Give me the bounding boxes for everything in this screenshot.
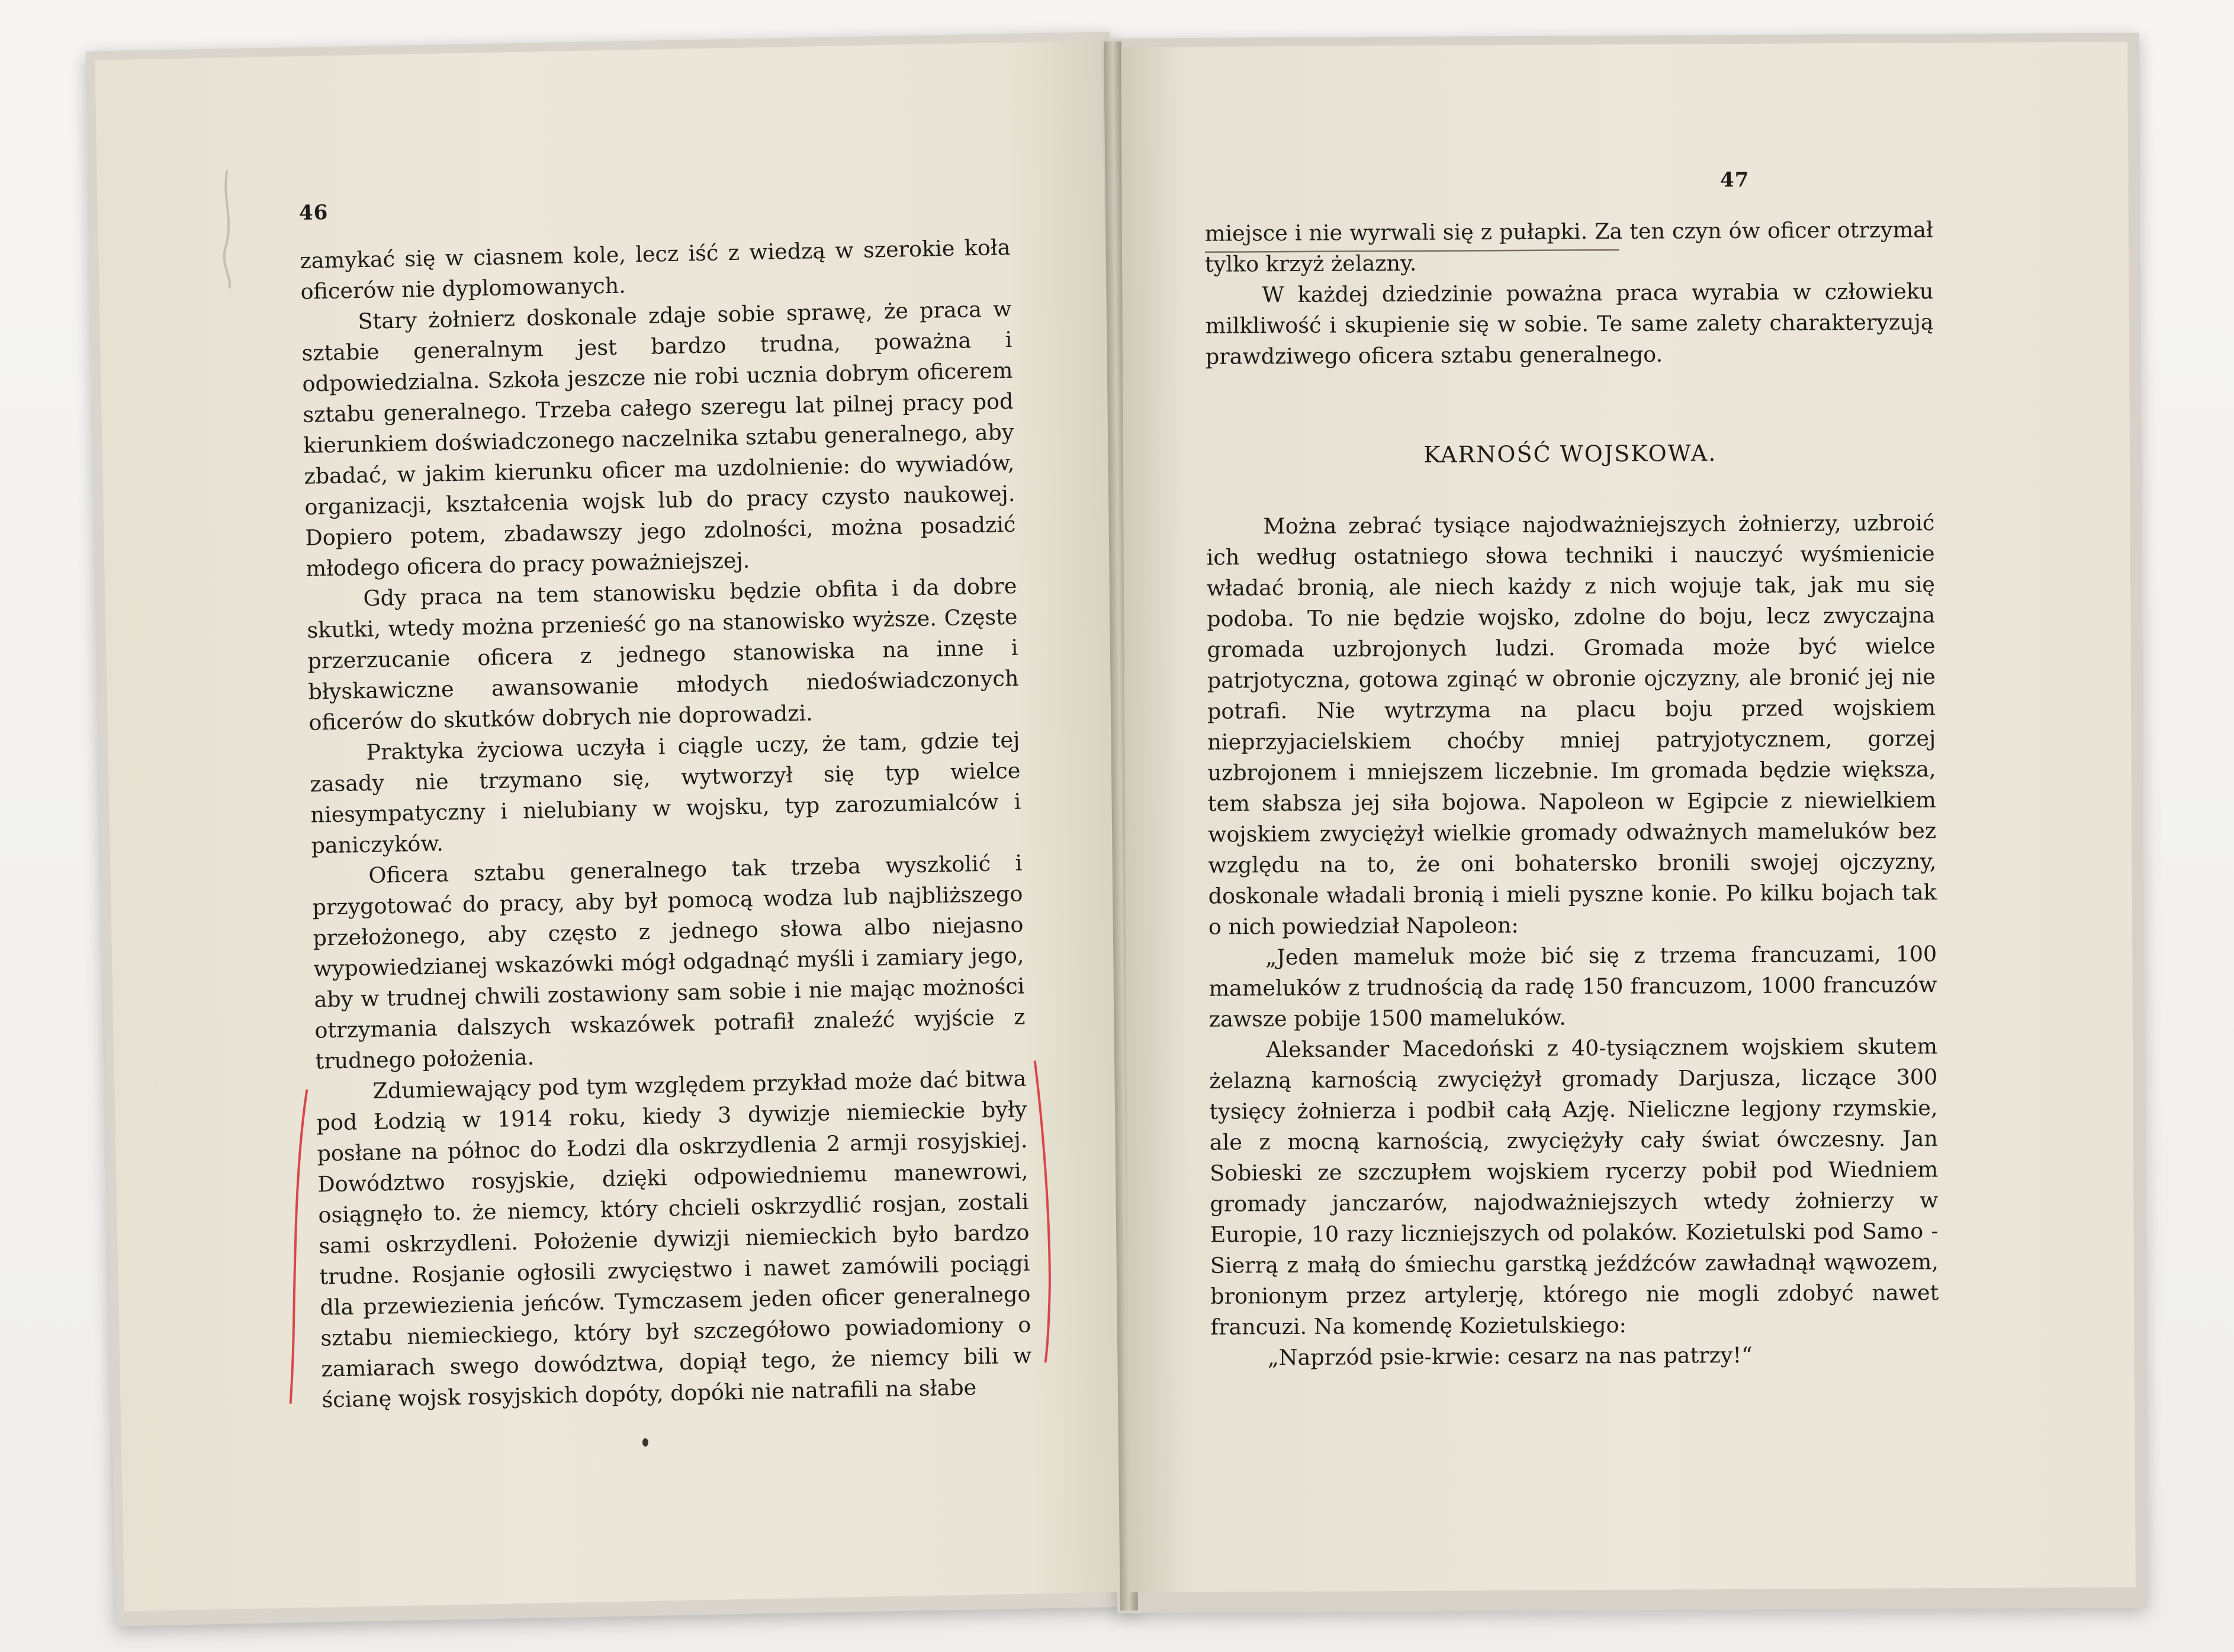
left-page-text [300, 232, 1033, 1416]
paragraph: zamykać się w ciasnem kole, lecz iść z wiedzą w szerokie koła oficerów nie dyplomowanych. [300, 234, 1011, 304]
page-number-left: 46 [298, 201, 329, 225]
quote-paragraph: „Naprzód psie-krwie: cesarz na nas patrzy!“ [1267, 1342, 1753, 1371]
paragraph: Oficera sztabu generalnego tak trzeba wyszkolić i przygotować do pracy, aby był pomocą wodza lub najbliższego przełożonego, aby często z jednego słowa albo niejasno wypowiedzianej wskazówki mógł odgadnąć myśli i zamiary jego, aby w trudnej chwili zostawiony sam sobie i nie mając możności otrzymania dalszych wskazówek potrafił znaleźć wyjście z trudnego położenia. [312, 850, 1026, 1074]
right-page [1121, 42, 2136, 1593]
paragraph: W każdej dziedzinie poważna praca wyrabia w człowieku milkliwość i skupienie się w sobie. Te same zalety charakteryzują prawdziwego oficera sztabu generalnego. [1205, 278, 1934, 369]
right-page-text [1205, 214, 1939, 1373]
paragraph: Można zebrać tysiące najodważniejszych żołnierzy, uzbroić ich według ostatniego słowa techniki i nauczyć wyśmienicie władać bronią, ale niech każdy z nich wojuje tak, jak mu się podoba. To nie będzie wojsko, zdolne do boju, lecz zwyczajna gromada uzbrojonych ludzi. Gromada może być wielce patrjotyczna, gotowa zginąć w obronie ojczyzny, ale bronić jej nie potrafi. Nie wytrzyma na placu boju przed wojskiem nieprzyjacielskiem choćby mniej patryjotycznem, gorzej uzbrojonem i mniejszem liczebnie. Im gromada będzie większa, tem słabsza jej siła bojowa. Napoleon w Egipcie z niewielkiem wojskiem zwyciężył wielkie gromady odważnych mameluków bez względu na to, że oni bohatersko bronili swojej ojczyzny, doskonale władali bronią i mieli pyszne konie. Po kilku bojach tak o nich powiedział Napoleon: [1206, 510, 1937, 940]
red-bracket-right-mark [1029, 1058, 1065, 1366]
ink-dot [642, 1438, 648, 1447]
paragraph: Stary żołnierz doskonale zdaje sobie sprawę, że praca w sztabie generalnym jest bardzo trudna, poważna i odpowiedzialna. Szkoła jeszcze nie robi ucznia dobrym oficerem sztabu generalnego. Trzeba całego szeregu lat pilnej pracy pod kierunkiem doświadczonego naczelnika sztabu generalnego, aby zbadać, w jakim kierunku oficer ma uzdolnienie: do wywiadów, organizacji, kształcenia wojsk lub do pracy czysto naukowej. Dopiero potem, zbadawszy jego zdolności, można posadzić młodego oficera do pracy poważniejszej. [301, 295, 1016, 581]
quote-paragraph: „Jeden mameluk może bić się z trzema francuzami, 100 mameluków z trudnością da radę 150 francuzom, 1000 francuzów zawsze pobije 1500 mameluków. [1208, 941, 1937, 1032]
paragraph: Praktyka życiowa uczyła i ciągle uczy, że tam, gdzie tej zasady nie trzymano się, wytworzył się typ wielce niesympatyczny i nielubiany w wojsku, typ zarozumialców i paniczyków. [310, 727, 1021, 859]
pencil-mark-icon [209, 164, 247, 295]
page-number-right: 47 [1719, 168, 1750, 192]
red-bracket-left-mark [277, 1087, 319, 1407]
paragraph: Gdy praca na tem stanowisku będzie obfita i da dobre skutki, wtedy można przenieść go na stanowisko wyższe. Częste przerzucanie oficera z jednego stanowiska na inne i błyskawiczne awansowanie młodych niedoświadczonych oficerów do skutków dobrych nie doprowadzi. [307, 573, 1019, 735]
paragraph-annotated: Zdumiewający pod tym względem przykład może dać bitwa pod Łodzią w 1914 roku, kiedy 3 dywizje niemieckie były posłane na północ do Łodzi dla oskrzydlenia 2 armji rosyjskiej. Dowództwo rosyjskie, dzięki odpowiedniemu manewrowi, osiągnęło to. że niemcy, który chcieli oskrzydlić rosjan, zostali sami oskrzydleni. Położenie dywizji niemieckich było bardzo trudne. Rosjanie ogłosili zwycięstwo i nawet zamówili pociągi dla przewiezienia jeńców. Tymczasem jeden oficer generalnego sztabu niemieckiego, który był szczegółowo powiadomiony o zamiarach swego dowództwa, dopiął tego, że niemcy bili w ścianę wojsk rosyjskich dopóty, dopóki nie natrafili na słabe [316, 1065, 1032, 1413]
paragraph: Aleksander Macedoński z 40-tysiącznem wojskiem skutem żelazną karnością zwyciężył gromady Darjusza, liczące 300 tysięcy żołnierza i podbił całą Azję. Nieliczne legjony rzymskie, ale z mocną karnością, zwyciężyły cały świat ówczesny. Jan Sobieski ze szczupłem wojskiem rycerzy pobił pod Wiedniem gromady janczarów, najodważniejszych wtedy żołnierzy w Europie, 10 razy liczniejszych od polaków. Kozietulski pod Samo - Sierrą z małą do śmiechu garstką jeźdźców zawładnął wąwozem, bronionym przez artylerję, którego nie mogli zdobyć nawet francuzi. Na komendę Kozietulskiego: [1209, 1033, 1939, 1340]
paragraph: miejsce i nie wyrwali się z pułapki. Za ten czyn ów oficer otrzymał tylko krzyż żelazny. [1204, 217, 1933, 277]
left-page [95, 41, 1131, 1611]
section-heading: KARNOŚĆ WOJSKOWA. [1423, 440, 1717, 468]
